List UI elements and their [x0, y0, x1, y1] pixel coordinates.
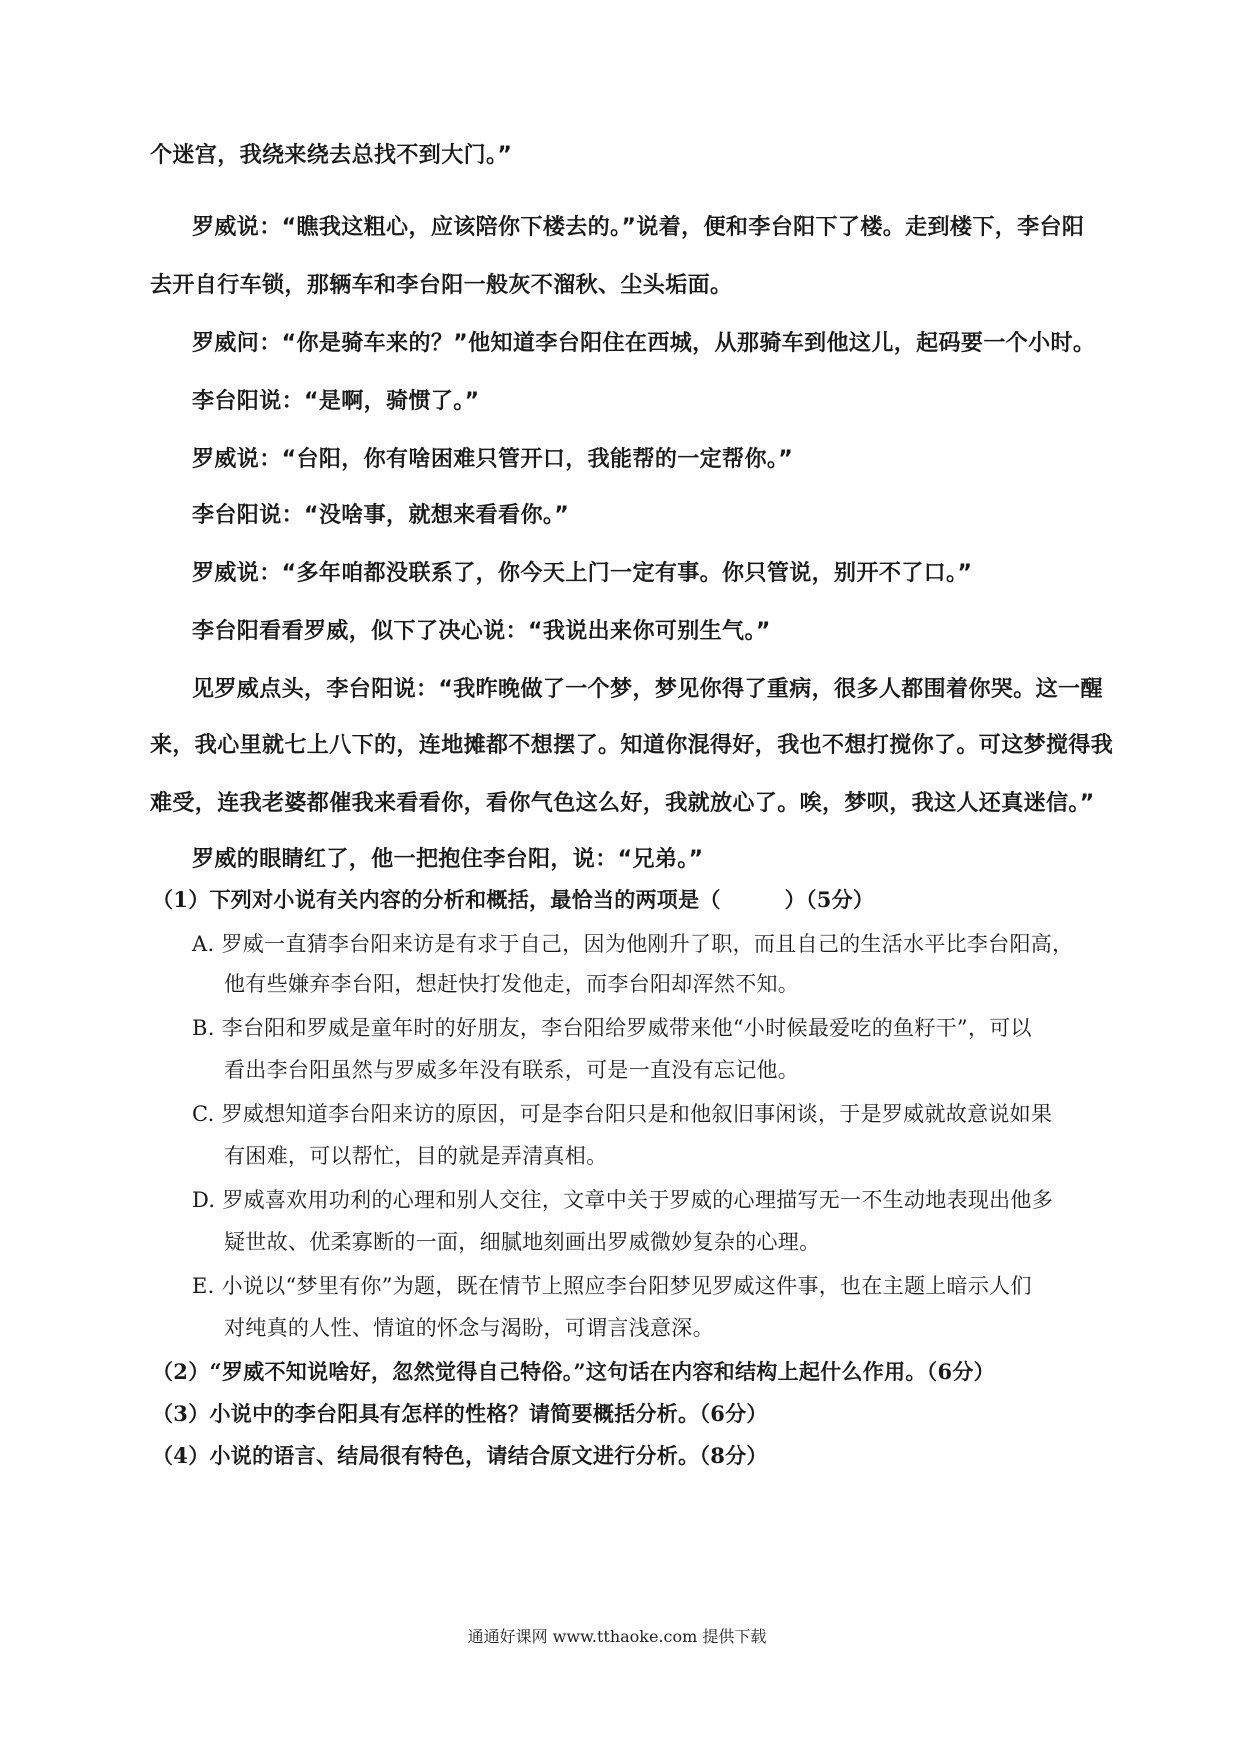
question-4: （4）小说的语言、结局很有特色，请结合原文进行分析。（8分）	[152, 1443, 768, 1468]
option-b: B. 李台阳和罗威是童年时的好朋友，李台阳给罗威带来他“小时候最爱吃的鱼籽干”，可以	[192, 1016, 1032, 1040]
story-line: 来，我心里就七上八下的，连地摊都不想摆了。知道你混得好，我也不想打搅你了。可这梦搅得我	[150, 733, 1114, 758]
story-line: 罗威说：“台阳，你有啥困难只管开口，我能帮的一定帮你。”	[192, 447, 794, 472]
question-1: （1）下列对小说有关内容的分析和概括，最恰当的两项是（ ）（5分）	[152, 887, 875, 912]
option-e-continued: 对纯真的人性、情谊的怀念与渴盼，可谓言浅意深。	[224, 1316, 714, 1340]
option-d: D. 罗威喜欢用功利的心理和别人交往，文章中关于罗威的心理描写无一不生动地表现出他多	[192, 1188, 1054, 1212]
story-line: 罗威说：“多年咱都没联系了，你今天上门一定有事。你只管说，别开不了口。”	[192, 561, 973, 586]
option-c: C. 罗威想知道李台阳来访的原因，可是李台阳只是和他叙旧事闲谈，于是罗威就故意说如果	[192, 1102, 1053, 1126]
option-b-continued: 看出李台阳虽然与罗威多年没有联系，可是一直没有忘记他。	[224, 1058, 800, 1082]
option-c-continued: 有困难，可以帮忙，目的就是弄清真相。	[224, 1144, 608, 1168]
story-line: 李台阳看看罗威，似下了决心说：“我说出来你可别生气。”	[192, 619, 771, 644]
story-line: 难受，连我老婆都催我来看看你，看你气色这么好，我就放心了。唉，梦呗，我这人还真迷信。”	[150, 791, 1095, 816]
option-a-continued: 他有些嫌弃李台阳，想赶快打发他走，而李台阳却浑然不知。	[224, 972, 800, 996]
story-line: 去开自行车锁，那辆车和李台阳一般灰不溜秋、尘头垢面。	[150, 273, 733, 298]
story-line: 罗威的眼睛红了，他一把抱住李台阳，说：“兄弟。”	[192, 847, 704, 872]
story-line: 个迷宫，我绕来绕去总找不到大门。”	[150, 143, 513, 168]
question-3: （3）小说中的李台阳具有怎样的性格？请简要概括分析。（6分）	[152, 1401, 768, 1426]
option-e: E. 小说以“梦里有你”为题，既在情节上照应李台阳梦见罗威这件事，也在主题上暗示人们	[192, 1274, 1032, 1298]
footer-download-note: 通通好课网 www.tthaoke.com 提供下载	[467, 1627, 767, 1646]
option-a: A. 罗威一直猜李台阳来访是有求于自己，因为他刚升了职，而且自己的生活水平比李台阳高，	[192, 932, 1074, 956]
question-2: （2）“罗威不知说啥好，忽然觉得自己特俗。”这句话在内容和结构上起什么作用。（6分）	[152, 1359, 995, 1384]
option-d-continued: 疑世故、优柔寡断的一面，细腻地刻画出罗威微妙复杂的心理。	[224, 1230, 821, 1254]
story-line: 李台阳说：“没啥事，就想来看看你。”	[192, 503, 570, 528]
story-line: 见罗威点头，李台阳说：“我昨晚做了一个梦，梦见你得了重病，很多人都围着你哭。这一醒	[192, 677, 1103, 702]
story-line: 罗威说：“瞧我这粗心，应该陪你下楼去的。”说着，便和李台阳下了楼。走到楼下，李台阳	[192, 215, 1085, 240]
story-line: 罗威问：“你是骑车来的？”他知道李台阳住在西城，从那骑车到他这儿，起码要一个小时。	[192, 331, 1096, 356]
story-line: 李台阳说：“是啊，骑惯了。”	[192, 389, 480, 414]
